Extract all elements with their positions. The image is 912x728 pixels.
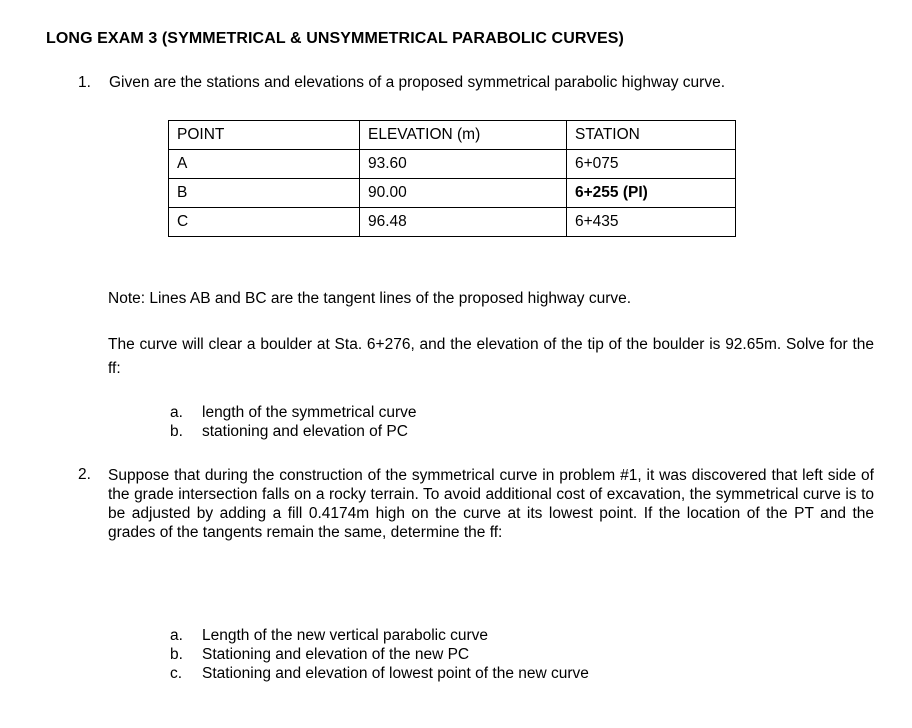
- table-header-row: [169, 121, 736, 150]
- table-row: [169, 150, 736, 179]
- list-item-label: a.: [170, 627, 183, 644]
- cell-elevation: 90.00: [360, 179, 567, 208]
- list-item-text: length of the symmetrical curve: [202, 404, 417, 421]
- header-station: STATION: [567, 121, 736, 150]
- note-text: Note: Lines AB and BC are the tangent lines of the proposed highway curve.: [108, 290, 632, 307]
- cell-point: B: [169, 179, 360, 208]
- table-row: [169, 208, 736, 237]
- header-point: POINT: [169, 121, 360, 150]
- exam-title: LONG EXAM 3 (SYMMETRICAL & UNSYMMETRICAL PARABOLIC CURVES): [46, 30, 624, 47]
- cell-elevation: 93.60: [360, 150, 567, 179]
- cell-point: C: [169, 208, 360, 237]
- cell-elevation: 96.48: [360, 208, 567, 237]
- cell-station: 6+075: [567, 150, 736, 179]
- header-elevation: ELEVATION (m): [360, 121, 567, 150]
- boulder-paragraph: The curve will clear a boulder at Sta. 6+276, and the elevation of the tip of the boulder is 92.65m. Solve for the ff:: [108, 336, 874, 377]
- list-item: [170, 664, 589, 683]
- list-item: [170, 626, 589, 645]
- list-item-text: Length of the new vertical parabolic curve: [202, 627, 489, 644]
- list-item-label: a.: [170, 404, 183, 421]
- cell-station: 6+435: [567, 208, 736, 237]
- list-item-text: Stationing and elevation of the new PC: [202, 646, 470, 663]
- station-elevation-table: [168, 120, 736, 237]
- list-item-label: b.: [170, 423, 183, 440]
- table-row: [169, 179, 736, 208]
- cell-point: A: [169, 150, 360, 179]
- list-item: [170, 403, 417, 422]
- problem-2-number: 2.: [78, 466, 91, 483]
- list-item-label: b.: [170, 646, 183, 663]
- list-item-label: c.: [170, 665, 183, 682]
- problem-2-items: [170, 626, 589, 683]
- cell-station: 6+255 (PI): [567, 179, 736, 208]
- list-item-text: Stationing and elevation of lowest point of the new curve: [202, 665, 589, 682]
- problem-2-text: Suppose that during the construction of the symmetrical curve in problem #1, it was discovered that left side of the grade intersection falls on a rocky terrain. To avoid additional cost of excavation, the symmetrical curve is to be adjusted by adding a fill 0.4174m high on the curve at its lowest point. If the location of the PT and the grades of the tangents remain the same, determine the ff:: [108, 467, 874, 541]
- problem-1-text: Given are the stations and elevations of a proposed symmetrical parabolic highway curve.: [109, 74, 726, 91]
- list-item: [170, 422, 417, 441]
- list-item: [170, 645, 589, 664]
- problem-1-items: [170, 403, 417, 441]
- list-item-text: stationing and elevation of PC: [202, 423, 408, 440]
- problem-1-number: 1.: [78, 74, 91, 91]
